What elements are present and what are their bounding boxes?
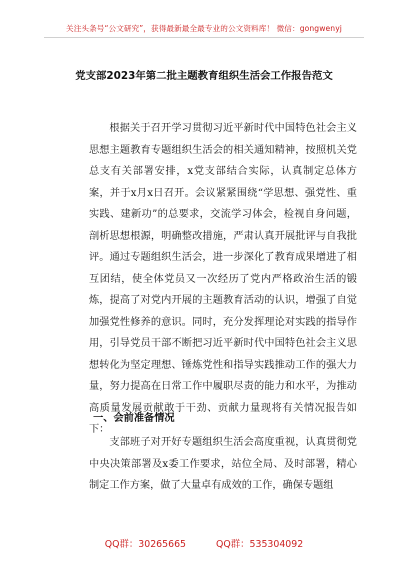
header-divider [44, 37, 364, 38]
document-title: 党支部2023年第二批主题教育组织生活会工作报告范文 [75, 70, 333, 82]
footer-qq-group-2: QQ群：535304092 [216, 539, 304, 550]
intro-paragraph: 根据关于召开学习贯彻习近平新时代中国特色社会主义思想主题教育专题组织生活会的相关通知精神，按照机关党总支有关部署安排，x党支部结合实际，认真制定总体方案，并于x月x日召开。会议紧紧围绕“学思想、强党性、重实践、建新功”的总要求，交流学习体会，检视自身问题，剖析思想根源，明确整改措施，严肃认真开展批评与自我批评。通过专题组织生活会，进一步深化了教育成果增进了相互团结，使全体党员又一次经历了党内严格政治生活的锻炼，提高了对党内开展的主题教育活动的认识，增强了自觉加强党性修养的意识。同时，充分发挥理论对实践的指导作用，引导党员干部不断把习近平新时代中国特色社会主义思想转化为坚定理想、锤炼党性和指导实践推动工作的强大力量，努力提高在日常工作中履职尽责的能力和水平，为推动高质量发展贡献敢于干劲、贡献力量现将有关情况报告如下： [89, 123, 357, 435]
intro-section [89, 118, 357, 441]
section-1-paragraph: 支部班子对开好专题组织生活会高度重视，认真贯彻党中央决策部署及x委工作要求，站位全局、及时部署，精心制定工作方案，做了大量卓有成效的工作，确保专题组 [89, 437, 357, 491]
footer-contact [44, 536, 364, 550]
section-1-body [89, 432, 357, 497]
header-banner: 关注头条号“公文研究”，获得最新最全最专业的公文资料库！ 微信：gongwenyj [66, 24, 342, 33]
footer-qq-group-1: QQ群：30265665 [104, 539, 187, 550]
section-1-heading: 一、会前准备情况 [93, 413, 175, 424]
